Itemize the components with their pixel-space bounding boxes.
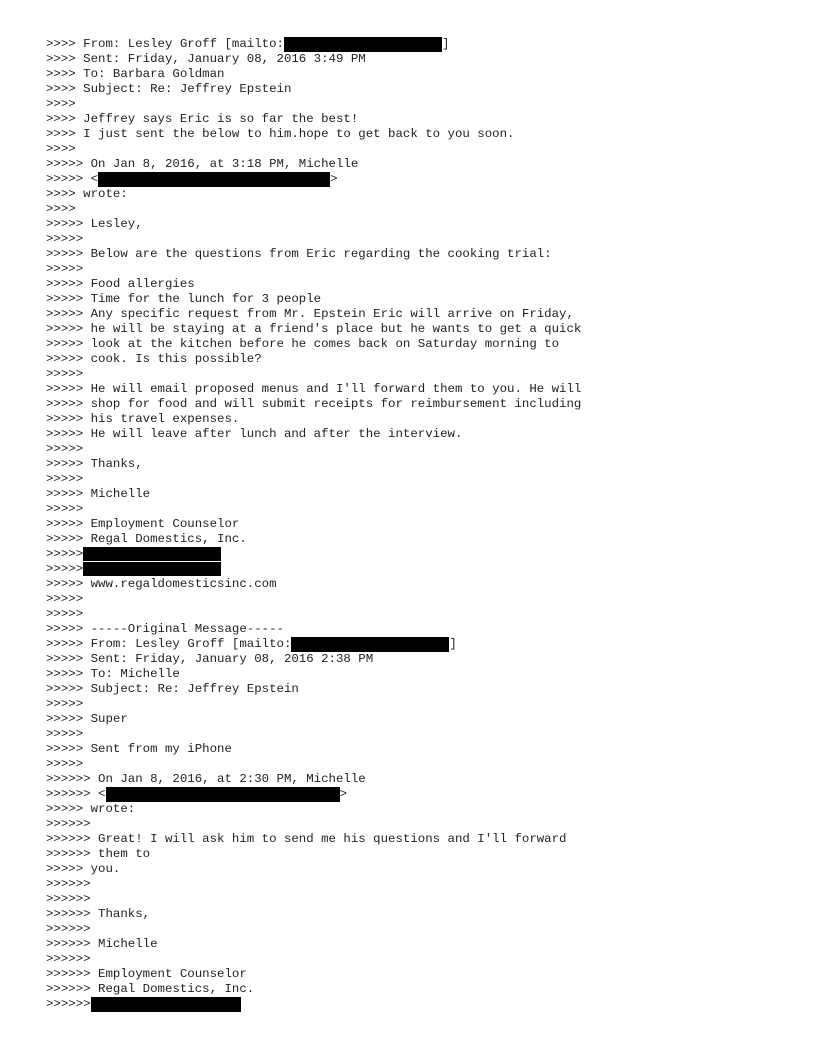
text-line: >>>>> Below are the questions from Eric regarding the cooking trial: [46, 247, 552, 261]
text-line: >>>>>> Great! I will ask him to send me his questions and I'll forward [46, 832, 567, 846]
line-suffix: > [330, 172, 338, 186]
redacted-line [46, 547, 581, 562]
text-line: >>>>> He will email proposed menus and I'll forward them to you. He will [46, 382, 582, 396]
redacted-line [46, 637, 581, 652]
text-line: >>>>> Regal Domestics, Inc. [46, 532, 247, 546]
text-line: >>>>> Thanks, [46, 457, 143, 471]
text-line: >>>>> He will leave after lunch and after the interview. [46, 427, 463, 441]
text-line: >>>> Subject: Re: Jeffrey Epstein [46, 82, 292, 96]
text-line: >>>>> Food allergies [46, 277, 195, 291]
text-line: >>>>>> [46, 817, 91, 831]
text-line: >>>>>> [46, 952, 91, 966]
text-line: >>>>> Subject: Re: Jeffrey Epstein [46, 682, 299, 696]
line-suffix: ] [441, 37, 450, 51]
redaction-bar [83, 547, 221, 561]
text-line: >>>>> [46, 367, 84, 381]
redaction-bar [83, 562, 221, 576]
text-line: >>>>> his travel expenses. [46, 412, 240, 426]
text-line: >>>>> you. [46, 862, 121, 876]
line-prefix: >>>>> From: Lesley Groff [mailto: [46, 637, 292, 651]
text-line: >>>>> Lesley, [46, 217, 143, 231]
text-line: >>>>> Any specific request from Mr. Epstein Eric will arrive on Friday, [46, 307, 574, 321]
text-line: >>>>>> [46, 877, 91, 891]
redaction-bar [284, 37, 442, 52]
text-line: >>>> wrote: [46, 187, 128, 201]
text-line: >>>> To: Barbara Goldman [46, 67, 225, 81]
text-line: >>>> [46, 97, 76, 111]
line-prefix: >>>> From: Lesley Groff [mailto: [46, 37, 284, 51]
redacted-line [46, 172, 581, 187]
line-prefix: >>>>> [46, 562, 84, 576]
text-line: >>>>> [46, 442, 84, 456]
text-line: >>>>>> On Jan 8, 2016, at 2:30 PM, Michelle [46, 772, 366, 786]
text-line: >>>>> Michelle [46, 487, 151, 501]
redacted-line [46, 997, 581, 1012]
redacted-line [46, 787, 581, 802]
text-line: >>>>>> Michelle [46, 937, 158, 951]
text-line: >>>>> [46, 697, 84, 711]
redaction-bar [91, 997, 241, 1012]
text-line: >>>>> [46, 592, 84, 606]
text-line: >>>> [46, 202, 76, 216]
text-line: >>>>> www.regaldomesticsinc.com [46, 577, 277, 591]
text-line: >>>>> Sent: Friday, January 08, 2016 2:38 PM [46, 652, 374, 666]
text-line: >>>> [46, 142, 76, 156]
text-line: >>>>>> Employment Counselor [46, 967, 247, 981]
line-prefix: >>>>>> < [46, 787, 106, 801]
text-line: >>>>> -----Original Message----- [46, 622, 284, 636]
text-line: >>>>>> Thanks, [46, 907, 151, 921]
text-line: >>>>> look at the kitchen before he comes back on Saturday morning to [46, 337, 560, 351]
redaction-bar [291, 637, 449, 652]
line-suffix: > [339, 787, 347, 801]
text-line: >>>>> [46, 757, 84, 771]
text-line: >>>> I just sent the below to him.hope to get back to you soon. [46, 127, 515, 141]
redacted-line [46, 37, 581, 52]
line-prefix: >>>>>> [46, 997, 91, 1011]
email-thread-document [46, 37, 581, 1012]
text-line: >>>>> [46, 607, 84, 621]
text-line: >>>>> he will be staying at a friend's place but he wants to get a quick [46, 322, 582, 336]
text-line: >>>>> On Jan 8, 2016, at 3:18 PM, Michelle [46, 157, 359, 171]
text-line: >>>>> Super [46, 712, 128, 726]
text-line: >>>>> [46, 232, 84, 246]
text-line: >>>> Jeffrey says Eric is so far the best! [46, 112, 359, 126]
text-line: >>>>> [46, 262, 84, 276]
text-line: >>>>> shop for food and will submit receipts for reimbursement including [46, 397, 582, 411]
text-line: >>>>> [46, 727, 84, 741]
text-line: >>>>>> [46, 922, 91, 936]
redaction-bar [98, 172, 330, 187]
line-prefix: >>>>> < [46, 172, 99, 186]
text-line: >>>>> To: Michelle [46, 667, 180, 681]
line-suffix: ] [449, 637, 457, 651]
text-line: >>>>>> [46, 892, 91, 906]
redacted-line [46, 562, 581, 577]
text-line: >>>>> wrote: [46, 802, 136, 816]
redaction-bar [106, 787, 340, 802]
text-line: >>>>> Sent from my iPhone [46, 742, 232, 756]
text-line: >>>>> [46, 472, 84, 486]
text-line: >>>>> cook. Is this possible? [46, 352, 262, 366]
text-line: >>>>>> them to [46, 847, 151, 861]
text-line: >>>>> Employment Counselor [46, 517, 240, 531]
text-line: >>>>> [46, 502, 84, 516]
text-line: >>>>>> Regal Domestics, Inc. [46, 982, 255, 996]
text-line: >>>> Sent: Friday, January 08, 2016 3:49 PM [46, 52, 366, 66]
line-prefix: >>>>> [46, 547, 84, 561]
text-line: >>>>> Time for the lunch for 3 people [46, 292, 322, 306]
